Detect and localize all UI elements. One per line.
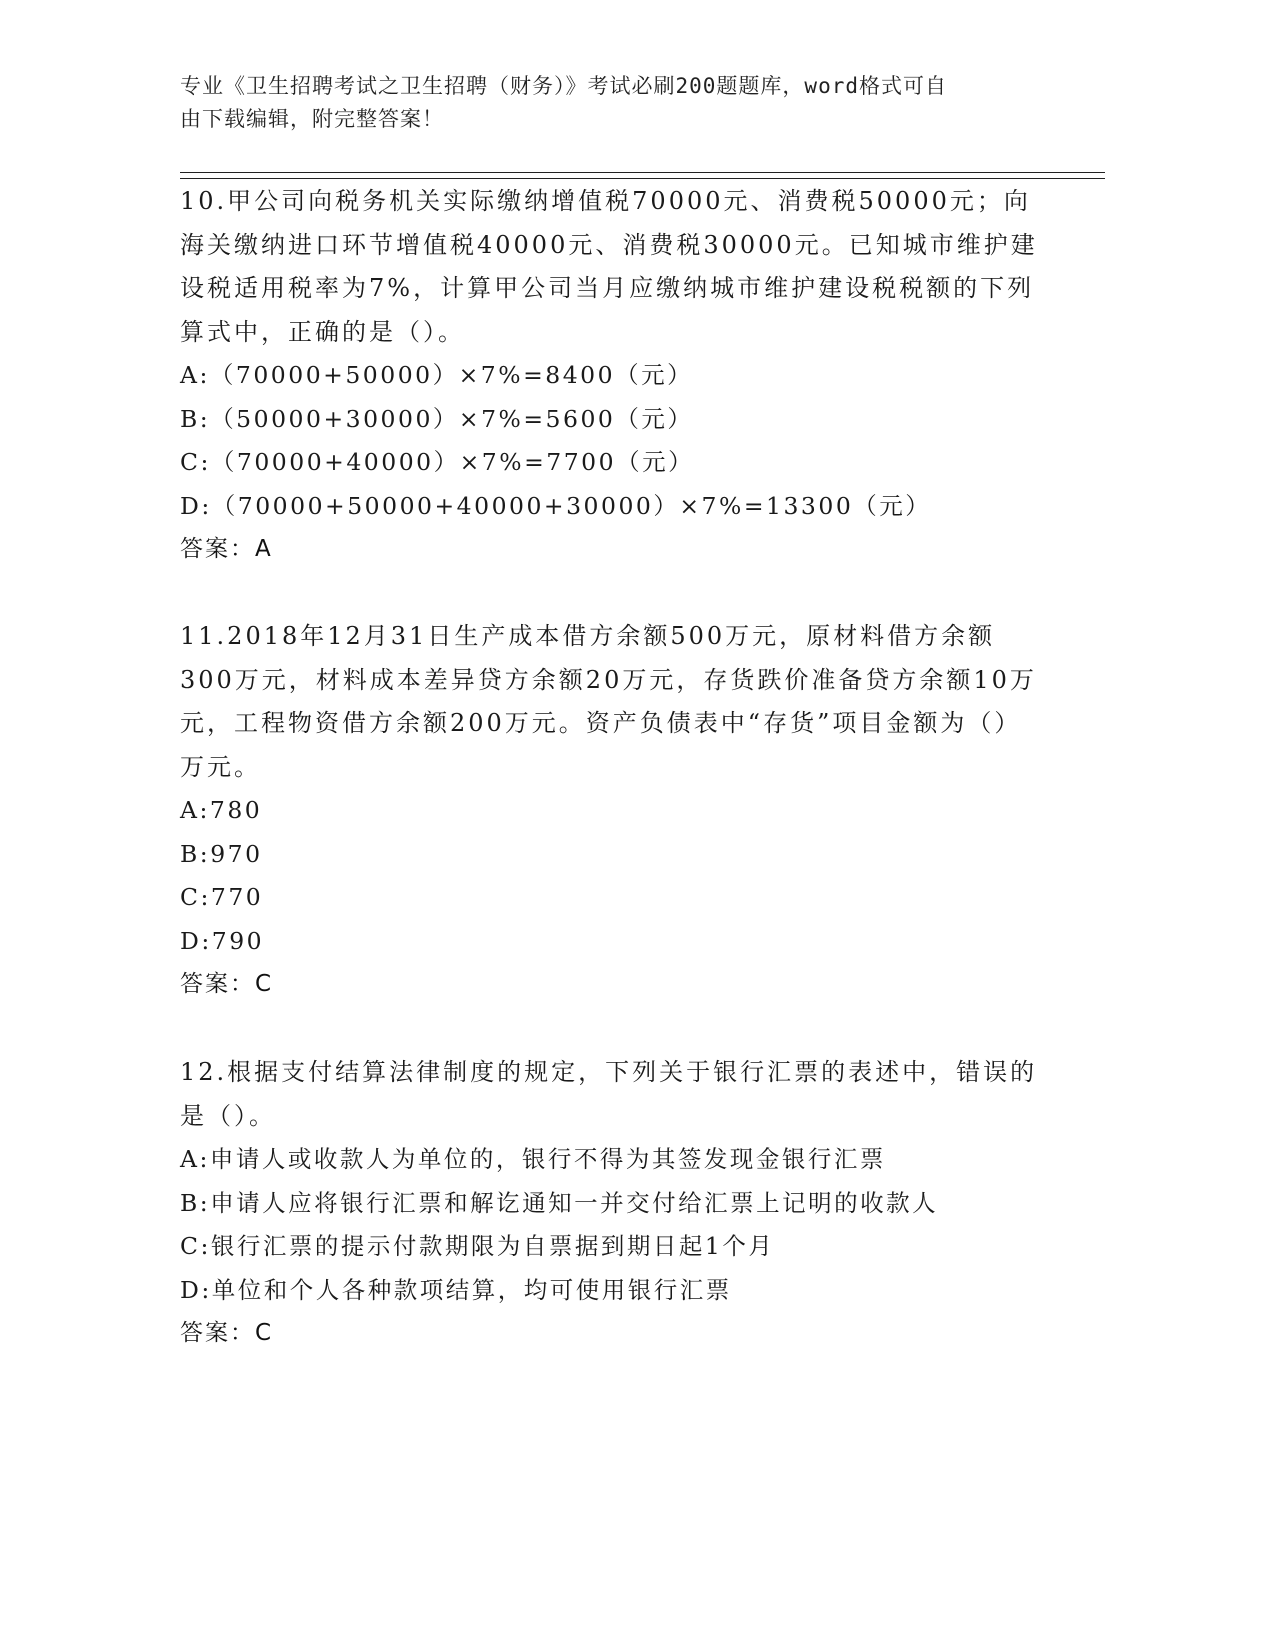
- option-letter: D:: [180, 1275, 212, 1304]
- option-text: （70000+50000）×7%=8400（元）: [209, 361, 694, 389]
- option-letter: A:: [180, 1145, 210, 1173]
- question-12: [180, 1051, 1040, 1356]
- answer-label: 答案：C: [180, 971, 274, 997]
- option-letter: C:: [180, 1232, 211, 1260]
- header-divider-top: [180, 172, 1105, 173]
- option-d: [180, 1269, 1040, 1313]
- option-letter: C:: [180, 883, 211, 911]
- header-line-2: 由下载编辑，附完整答案！: [180, 107, 444, 131]
- option-text: 申请人或收款人为单位的，银行不得为其签发现金银行汇票: [209, 1145, 886, 1173]
- option-text: 单位和个人各种款项结算，均可使用银行汇票: [211, 1275, 732, 1304]
- option-c: [180, 1225, 1040, 1269]
- document-header: [180, 70, 1030, 136]
- answer-label: 答案：A: [180, 536, 273, 562]
- option-text: （70000+50000+40000+30000）×7%=13300（元）: [211, 491, 932, 520]
- option-text: 970: [210, 839, 263, 868]
- option-b: [180, 1182, 1040, 1226]
- option-text: 银行汇票的提示付款期限为自票据到期日起1个月: [210, 1232, 775, 1260]
- option-a: [180, 1138, 1040, 1182]
- option-text: 770: [210, 883, 264, 911]
- option-text: 申请人应将银行汇票和解讫通知一并交付给汇票上记明的收款人: [210, 1188, 939, 1217]
- option-b: [180, 833, 1040, 877]
- option-text: 790: [211, 926, 265, 955]
- header-divider-bottom: [180, 178, 1105, 179]
- question-stem: 10.甲公司向税务机关实际缴纳增值税70000元、消费税50000元；向海关缴纳进口环节增值税40000元、消费税30000元。已知城市维护建设税适用税率为7%，计算甲公司当月应缴纳城市维护建设税税额的下列算式中，正确的是（）。: [180, 187, 1038, 346]
- option-b: [180, 398, 1040, 442]
- option-letter: C:: [180, 448, 211, 476]
- option-d: [180, 920, 1040, 964]
- header-line-1: 专业《卫生招聘考试之卫生招聘（财务）》考试必刷200题题库，word格式可自: [180, 74, 947, 98]
- question-stem: 12.根据支付结算法律制度的规定，下列关于银行汇票的表述中，错误的是（）。: [180, 1058, 1038, 1130]
- option-d: [180, 485, 1040, 529]
- question-stem: 11.2018年12月31日生产成本借方余额500万元，原材料借方余额300万元，材料成本差异贷方余额20万元，存货跌价准备贷方余额10万元，工程物资借方余额200万元。资产负债表中“存货”项目金额为（）万元。: [180, 622, 1037, 781]
- question-10: [180, 180, 1040, 572]
- option-letter: D:: [180, 491, 212, 520]
- option-letter: A:: [180, 361, 210, 389]
- option-letter: D:: [180, 926, 212, 955]
- option-letter: B:: [180, 1188, 211, 1217]
- option-text: （50000+30000）×7%=5600（元）: [210, 404, 694, 433]
- option-text: 780: [209, 796, 263, 824]
- option-c: [180, 441, 1040, 485]
- option-letter: A:: [180, 796, 210, 824]
- option-text: （70000+40000）×7%=7700（元）: [210, 448, 695, 476]
- option-letter: B:: [180, 404, 211, 433]
- option-letter: B:: [180, 839, 211, 868]
- answer-label: 答案：C: [180, 1320, 274, 1346]
- question-11: [180, 615, 1040, 1007]
- option-a: [180, 789, 1040, 833]
- option-c: [180, 876, 1040, 920]
- option-a: [180, 354, 1040, 398]
